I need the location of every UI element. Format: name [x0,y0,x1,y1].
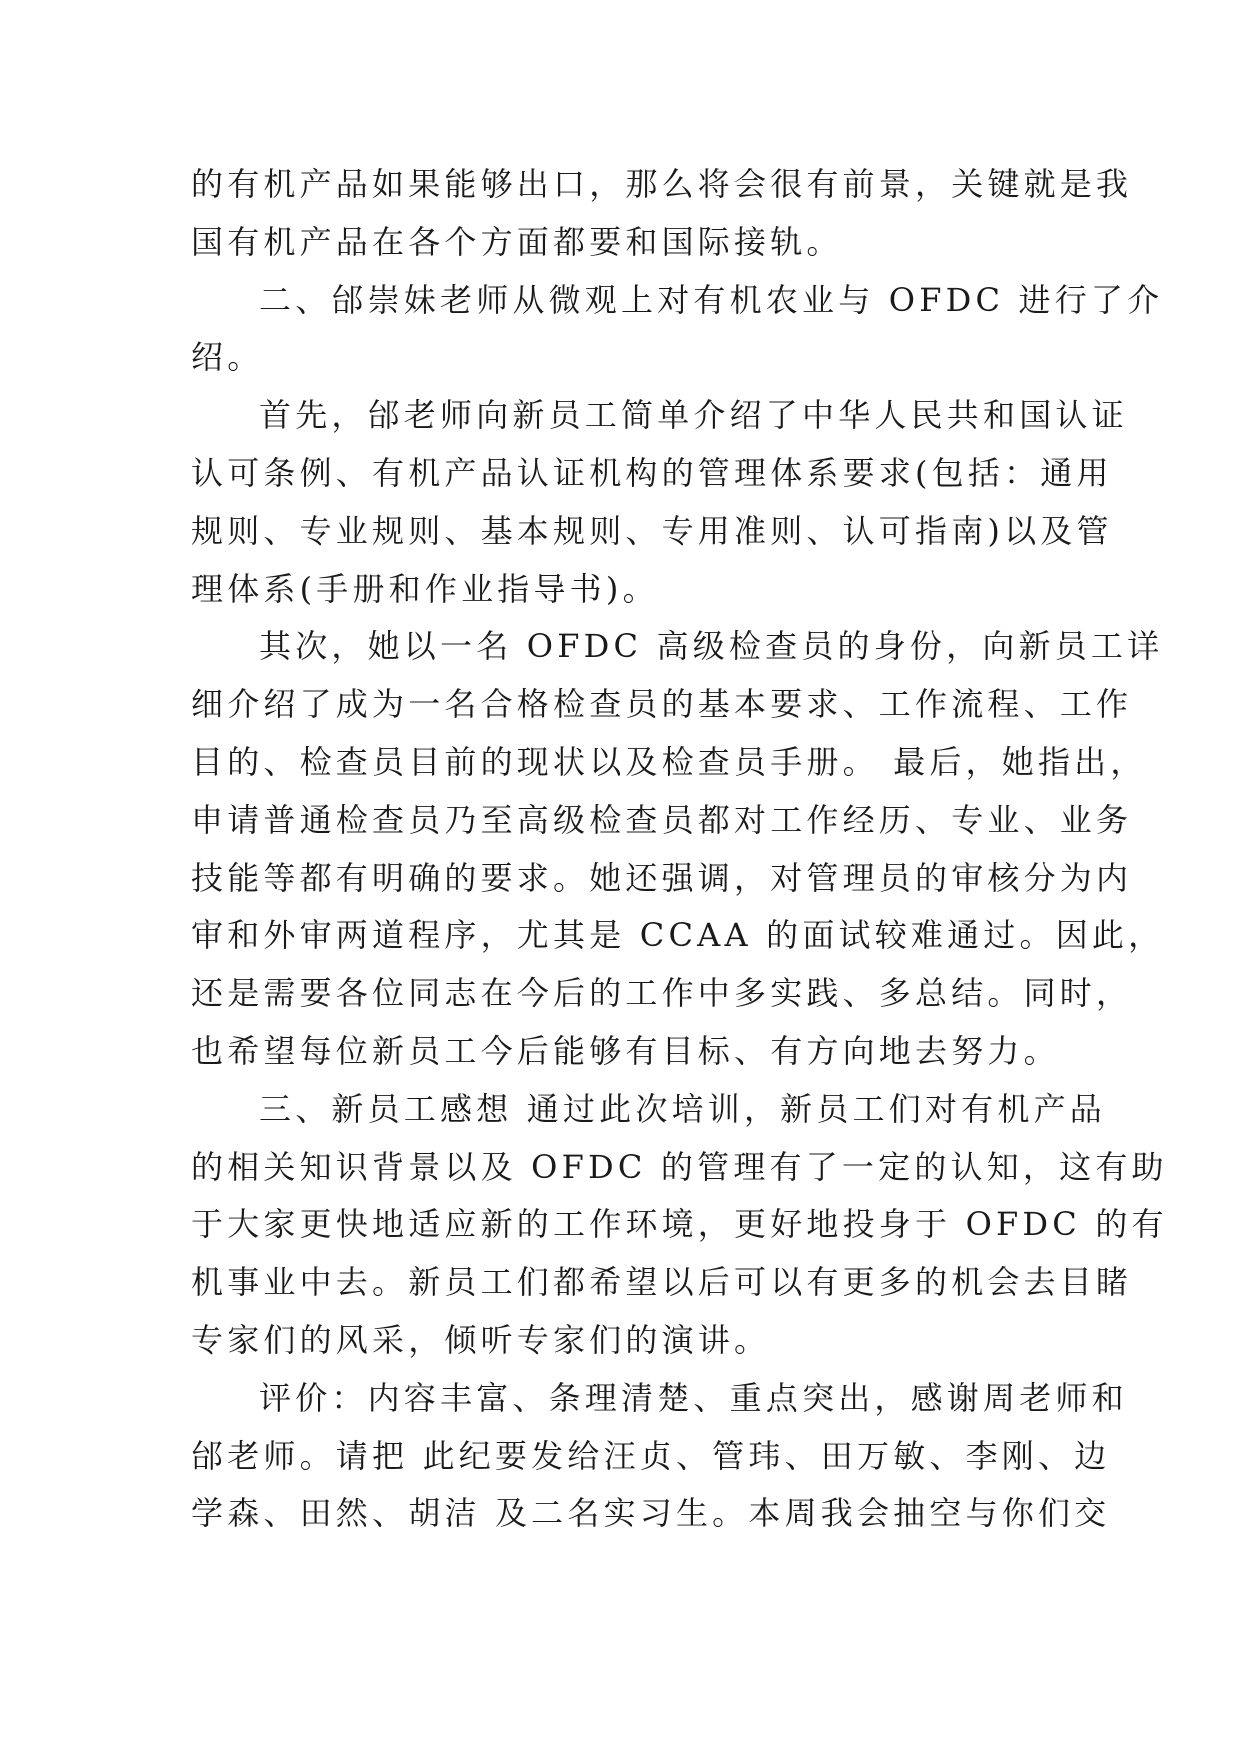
text-line: 国有机产品在各个方面都要和国际接轨。 [191,222,843,261]
text-line: 邰老师。请把 此纪要发给汪贞、管玮、田万敏、李刚、边 [191,1436,1111,1475]
text-line: 规则、专业规则、基本规则、专用准则、认可指南)以及管 [191,511,1113,550]
evaluation-paragraph: 评价：内容丰富、条理清楚、重点突出，感谢周老师和 [259,1378,1128,1417]
section-heading-two: 二、邰崇妹老师从微观上对有机农业与 OFDC 进行了介 [259,280,1164,319]
text-line: 专家们的风采，倾听专家们的演讲。 [191,1320,771,1359]
text-line: 认可条例、有机产品认证机构的管理体系要求(包括：通用 [191,453,1113,492]
text-line: 机事业中去。新员工们都希望以后可以有更多的机会去目睹 [191,1263,1133,1302]
section-heading-three: 三、新员工感想 通过此次培训，新员工们对有机产品 [259,1089,1106,1128]
text-line: 审和外审两道程序，尤其是 CCAA 的面试较难通过。因此， [191,916,1165,955]
paragraph-start: 其次，她以一名 OFDC 高级检查员的身份，向新员工详 [259,627,1164,666]
body-text [191,156,1168,1543]
text-line: 的相关知识背景以及 OFDC 的管理有了一定的认知，这有助 [191,1147,1168,1186]
text-line: 目的、检查员目前的现状以及检查员手册。 最后，她指出， [191,742,1147,781]
text-line: 申请普通检查员乃至高级检查员都对工作经历、专业、业务 [191,800,1133,839]
text-line: 理体系(手册和作业指导书)。 [191,569,659,608]
text-line: 也希望每位新员工今后能够有目标、有方向地去努力。 [191,1031,1060,1070]
text-line: 学森、田然、胡洁 及二名实习生。本周我会抽空与你们交 [191,1494,1111,1533]
text-line: 绍。 [191,338,264,377]
text-line: 于大家更快地适应新的工作环境，更好地投身于 OFDC 的有 [191,1205,1168,1244]
text-line: 的有机产品如果能够出口，那么将会很有前景，关键就是我 [191,165,1133,203]
text-line: 细介绍了成为一名合格检查员的基本要求、工作流程、工作 [191,685,1133,724]
text-line: 还是需要各位同志在今后的工作中多实践、多总结。同时， [191,974,1133,1013]
text-line: 技能等都有明确的要求。她还强调，对管理员的审核分为内 [191,858,1133,897]
paragraph-start: 首先，邰老师向新员工简单介绍了中华人民共和国认证 [259,396,1128,435]
